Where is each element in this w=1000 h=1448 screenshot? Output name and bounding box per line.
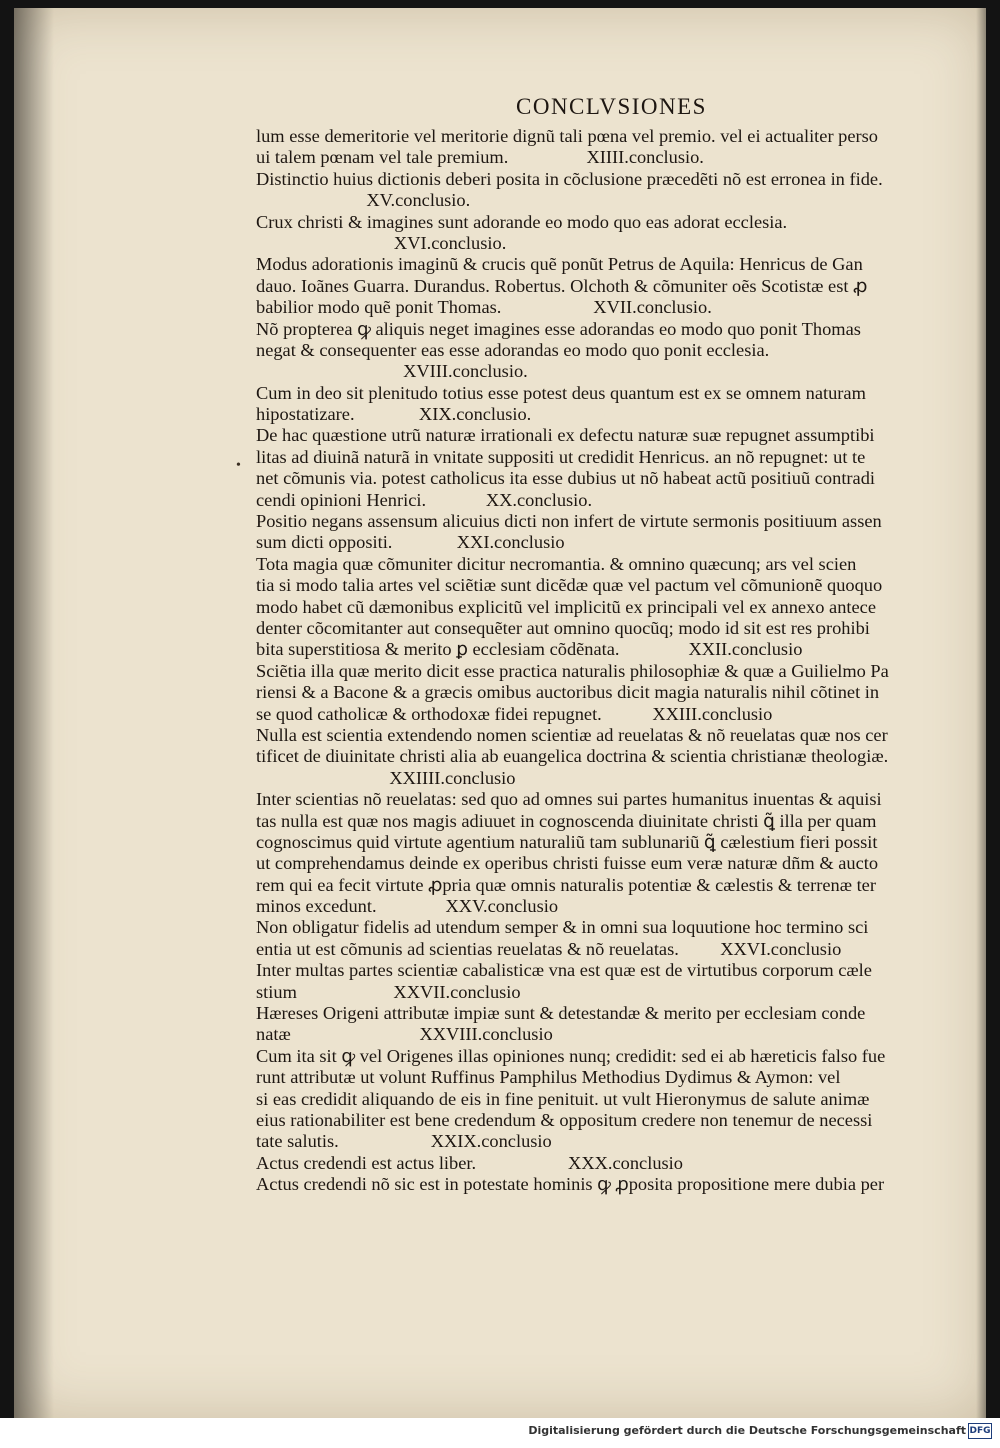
text-line: tate salutis. XXIX.conclusio	[256, 1131, 552, 1152]
text-line: XV.conclusio.	[256, 190, 471, 211]
text-line: Actus credendi est actus liber. XXX.conclusio	[256, 1152, 683, 1173]
text-line: lum esse demeritorie vel meritorie dignũ tali pœna vel premio. vel ei actualiter perso	[256, 126, 879, 146]
text-line: negat & consequenter eas esse adorandas eo modo quo ponit ecclesia.	[256, 339, 770, 360]
text-line: litas ad diuinã naturã in vnitate suppositi ut credidit Henricus. an nõ repugnet: ut te	[256, 446, 866, 467]
text-line: denter cõcomitanter aut consequẽter aut omnino quocũq; modo id sit est res prohibi	[256, 617, 870, 638]
text-line: Nõ propterea ꝙ aliquis neget imagines esse adorandas eo modo quo ponit Thomas	[256, 318, 861, 339]
text-line: ut comprehendamus deinde ex operibus christi fuisse eum veræ naturæ dñm & aucto	[256, 853, 879, 874]
text-line: Inter scientias nõ reuelatas: sed quo ad omnes sui partes humanitus inuentas & aquisi	[256, 789, 882, 810]
text-line: tas nulla est quæ nos magis adiuuet in cognoscenda diuinitate christi ꝗ̃ illa per quam	[256, 810, 877, 831]
text-line: Actus credendi nõ sic est in potestate hominis ꝙ ꝓposita propositione mere dubia per	[256, 1174, 885, 1195]
text-line: se quod catholicæ & orthodoxæ fidei repugnet. XXIII.conclusio	[256, 703, 773, 724]
text-line: babilior modo quẽ ponit Thomas. XVII.conclusio.	[256, 297, 712, 318]
text-line: minos excedunt. XXV.conclusio	[256, 896, 559, 917]
text-line: Inter multas partes scientiæ cabalisticæ vna est quæ est de virtutibus corporum cæle	[256, 960, 872, 981]
text-line: XXIIII.conclusio	[256, 767, 516, 788]
text-line: hipostatizare. XIX.conclusio.	[256, 404, 532, 425]
text-line: Distinctio huius dictionis deberi posita in cõclusione præcedẽti nõ est erronea in fide.	[256, 168, 883, 189]
text-line: XVI.conclusio.	[256, 232, 507, 253]
text-line: bita superstitiosa & merito ꝑ ecclesiam cõdẽnata. XXII.conclusio	[256, 639, 803, 660]
text-line: net cõmunis via. potest catholicus ita esse dubius ut nõ habeat actũ positiuũ contradi	[256, 468, 876, 489]
text-line: modo habet cũ dæmonibus explicitũ vel implicitũ ex principali vel ex annexo antece	[256, 596, 877, 617]
text-line: Sciẽtia illa quæ merito dicit esse practica naturalis philosophiæ & quæ a Guilielmo Pa	[256, 660, 889, 681]
page-gutter-shadow	[14, 8, 54, 1418]
text-line: Crux christi & imagines sunt adorande eo modo quo eas adorat ecclesia.	[256, 211, 788, 232]
page-edge-shadow	[976, 8, 986, 1418]
text-line: Cum in deo sit plenitudo totius esse potest deus quantum est ex se omnem naturam	[256, 382, 866, 403]
text-line: Tota magia quæ cõmuniter dicitur necromantia. & omnino quæcunq; ars vel scien	[256, 553, 857, 574]
text-line: Cum ita sit ꝙ vel Origenes illas opiniones nunq; credidit: sed ei ab hæreticis falso fue	[256, 1045, 886, 1066]
text-line: Non obligatur fidelis ad utendum semper & in omni sua loquutione hoc termino sci	[256, 917, 869, 938]
body-text	[256, 126, 924, 1196]
text-line: Modus adorationis imaginũ & crucis quẽ ponũt Petrus de Aquila: Henricus de Gan	[256, 254, 863, 275]
text-line: De hac quæstione utrũ naturæ irrationali ex defectu naturæ suæ repugnet assumptibi	[256, 425, 875, 446]
dfg-logo: DFG	[968, 1423, 992, 1439]
text-line: XVIII.conclusio.	[256, 361, 528, 382]
text-line: runt attributæ ut volunt Ruffinus Pamphilus Methodius Dydimus & Aymon: vel	[256, 1067, 841, 1088]
text-line: stium XXVII.conclusio	[256, 981, 521, 1002]
text-line: entia ut est cõmunis ad scientias reuelatas & nõ reuelatas. XXVI.conclusio	[256, 938, 842, 959]
text-line: cendi opinioni Henrici. XX.conclusio.	[256, 489, 593, 510]
funding-note: Digitalisierung gefördert durch die Deutsche Forschungsgemeinschaft	[528, 1424, 966, 1437]
text-line: si eas credidit aliquando de eis in fine penituit. ut vult Hieronymus de salute animæ	[256, 1088, 870, 1109]
text-line: eius rationabiliter est bene credendum & oppositum credere non tenemur de necessi	[256, 1109, 873, 1130]
text-line: Hæreses Origeni attributæ impiæ sunt & detestandæ & merito per ecclesiam conde	[256, 1003, 866, 1024]
text-line: Nulla est scientia extendendo nomen scientiæ ad reuelatas & nõ reuelatas quæ nos cer	[256, 724, 888, 745]
text-line: sum dicti oppositi. XXI.conclusio	[256, 532, 565, 553]
text-line: rem qui ea fecit virtute ꝓpria quæ omnis naturalis potentiæ & cælestis & terrenæ ter	[256, 874, 876, 895]
text-line: cognoscimus quid virtute agentium naturaliũ tam sublunariũ ꝗ̃ cælestium fieri possit	[256, 831, 878, 852]
text-line: dauo. Ioãnes Guarra. Durandus. Robertus. Olchoth & cõmuniter oẽs Scotistæ est ꝓ	[256, 275, 868, 296]
text-line: tificet de diuinitate christi alia ab euangelica doctrina & scientia christianæ theologiæ.	[256, 746, 889, 767]
text-line: Positio negans assensum alicuius dicti non infert de virtute sermonis positiuum assen	[256, 511, 882, 532]
text-line: ui talem pœnam vel tale premium. XIIII.conclusio.	[256, 147, 704, 168]
text-line: tia si modo talia artes vel sciẽtiæ sunt dicẽdæ quæ vel pactum vel cõmunionẽ quoquo	[256, 575, 883, 596]
text-line: natæ XXVIII.conclusio	[256, 1024, 553, 1045]
text-line: riensi & a Bacone & a græcis omibus auctoribus dicit magia naturalis nihil cõtinet in	[256, 682, 880, 703]
margin-mark: •	[236, 458, 241, 473]
running-header: CONCLVSIONES	[516, 94, 707, 119]
